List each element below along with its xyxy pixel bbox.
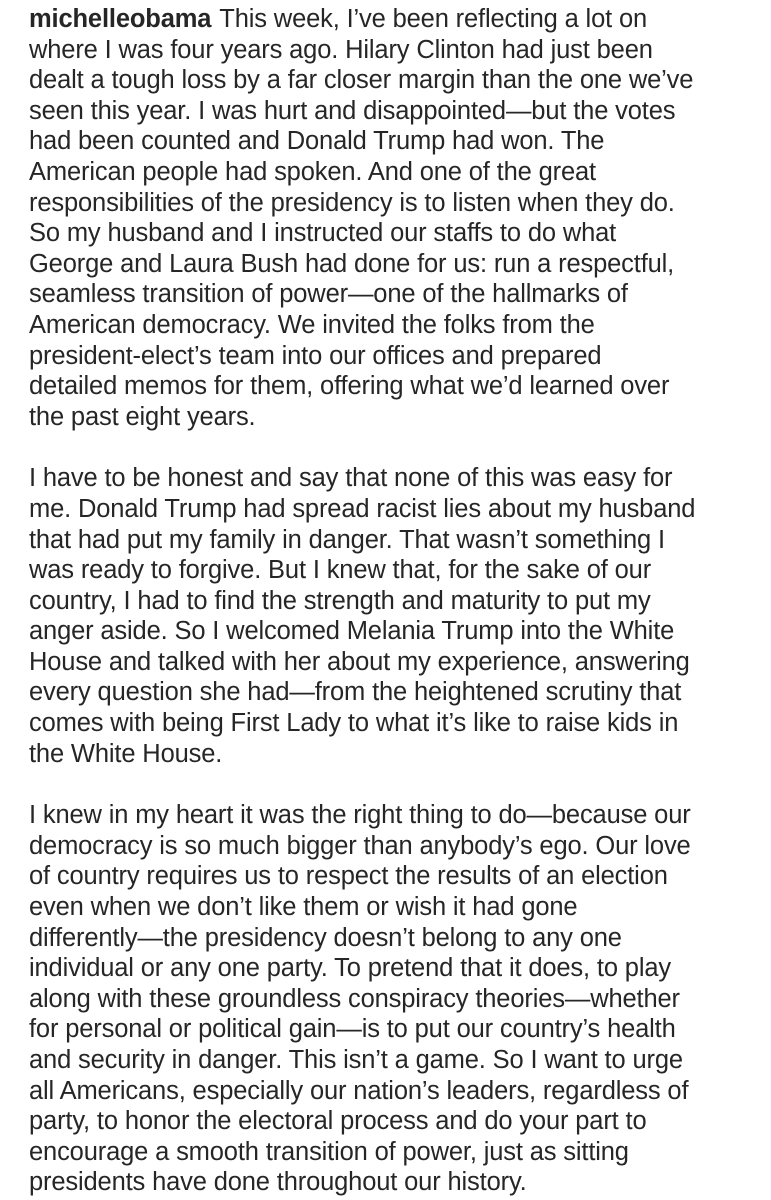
username-link[interactable]: michelleobama — [29, 5, 212, 33]
caption-line: comes with being First Lady to what it’s like to raise kids in — [29, 709, 679, 738]
caption-line: detailed memos for them, offering what we’d learned over — [29, 372, 670, 401]
caption-line: democracy is so much bigger than anybody’s ego. Our love — [29, 831, 691, 860]
caption-line: country, I had to find the strength and maturity to put my — [29, 586, 651, 615]
caption-line: had been counted and Donald Trump had won. The — [29, 127, 605, 156]
caption-line: the White House. — [29, 739, 223, 768]
caption-line: party, to honor the electoral process and do your part to — [29, 1107, 647, 1136]
caption-paragraph-1 — [29, 4, 765, 432]
caption-line: differently—the presidency doesn’t belong to any one — [29, 923, 622, 952]
caption-line: of country requires us to respect the results of an election — [29, 862, 668, 891]
caption-line: individual or any one party. To pretend that it does, to play — [29, 954, 671, 983]
caption-line: for personal or political gain—is to put our country’s health — [29, 1015, 676, 1044]
caption-line: me. Donald Trump had spread racist lies about my husband — [29, 494, 696, 523]
caption-line: president-elect’s team into our offices and prepared — [29, 341, 602, 370]
caption-line: michelleobama This week, I’ve been reflecting a lot on — [29, 5, 648, 33]
caption-line: and security in danger. This isn’t a game. So I want to urge — [29, 1046, 683, 1074]
caption-line: seen this year. I was hurt and disappointed—but the votes — [29, 96, 676, 125]
caption-line: where I was four years ago. Hilary Clinton had just been — [29, 35, 653, 64]
caption-line: encourage a smooth transition of power, just as sitting — [29, 1137, 629, 1166]
caption-line: American democracy. We invited the folks from the — [29, 310, 595, 339]
caption-line: along with these groundless conspiracy theories—whether — [29, 984, 680, 1013]
caption-line: the past eight years. — [29, 402, 256, 431]
caption-line: So my husband and I instructed our staffs to do what — [29, 219, 617, 248]
caption-line: was ready to forgive. But I knew that, for the sake of our — [29, 556, 652, 585]
post-caption — [29, 4, 765, 1198]
caption-line: I have to be honest and say that none of this was easy for — [29, 464, 673, 493]
caption-line: all Americans, especially our nation’s leaders, regardless of — [29, 1076, 689, 1105]
caption-line: presidents have done throughout our history. — [29, 1168, 527, 1197]
caption-line: House and talked with her about my experience, answering — [29, 647, 690, 676]
caption-line: George and Laura Bush had done for us: run a respectful, — [29, 249, 675, 278]
caption-line: American people had spoken. And one of the great — [29, 157, 596, 186]
caption-paragraph-2 — [29, 463, 765, 769]
caption-line: responsibilities of the presidency is to listen when they do. — [29, 188, 675, 217]
caption-line: even when we don’t like them or wish it had gone — [29, 893, 578, 922]
caption-paragraph-3 — [29, 800, 765, 1198]
caption-line: anger aside. So I welcomed Melania Trump into the White — [29, 617, 675, 646]
caption-line: I knew in my heart it was the right thing to do—because our — [29, 801, 691, 830]
caption-line: seamless transition of power—one of the hallmarks of — [29, 280, 628, 309]
caption-line: dealt a tough loss by a far closer margin than the one we’ve — [29, 66, 694, 95]
caption-line: every question she had—from the heightened scrutiny that — [29, 678, 682, 707]
caption-line: that had put my family in danger. That wasn’t something I — [29, 525, 665, 554]
